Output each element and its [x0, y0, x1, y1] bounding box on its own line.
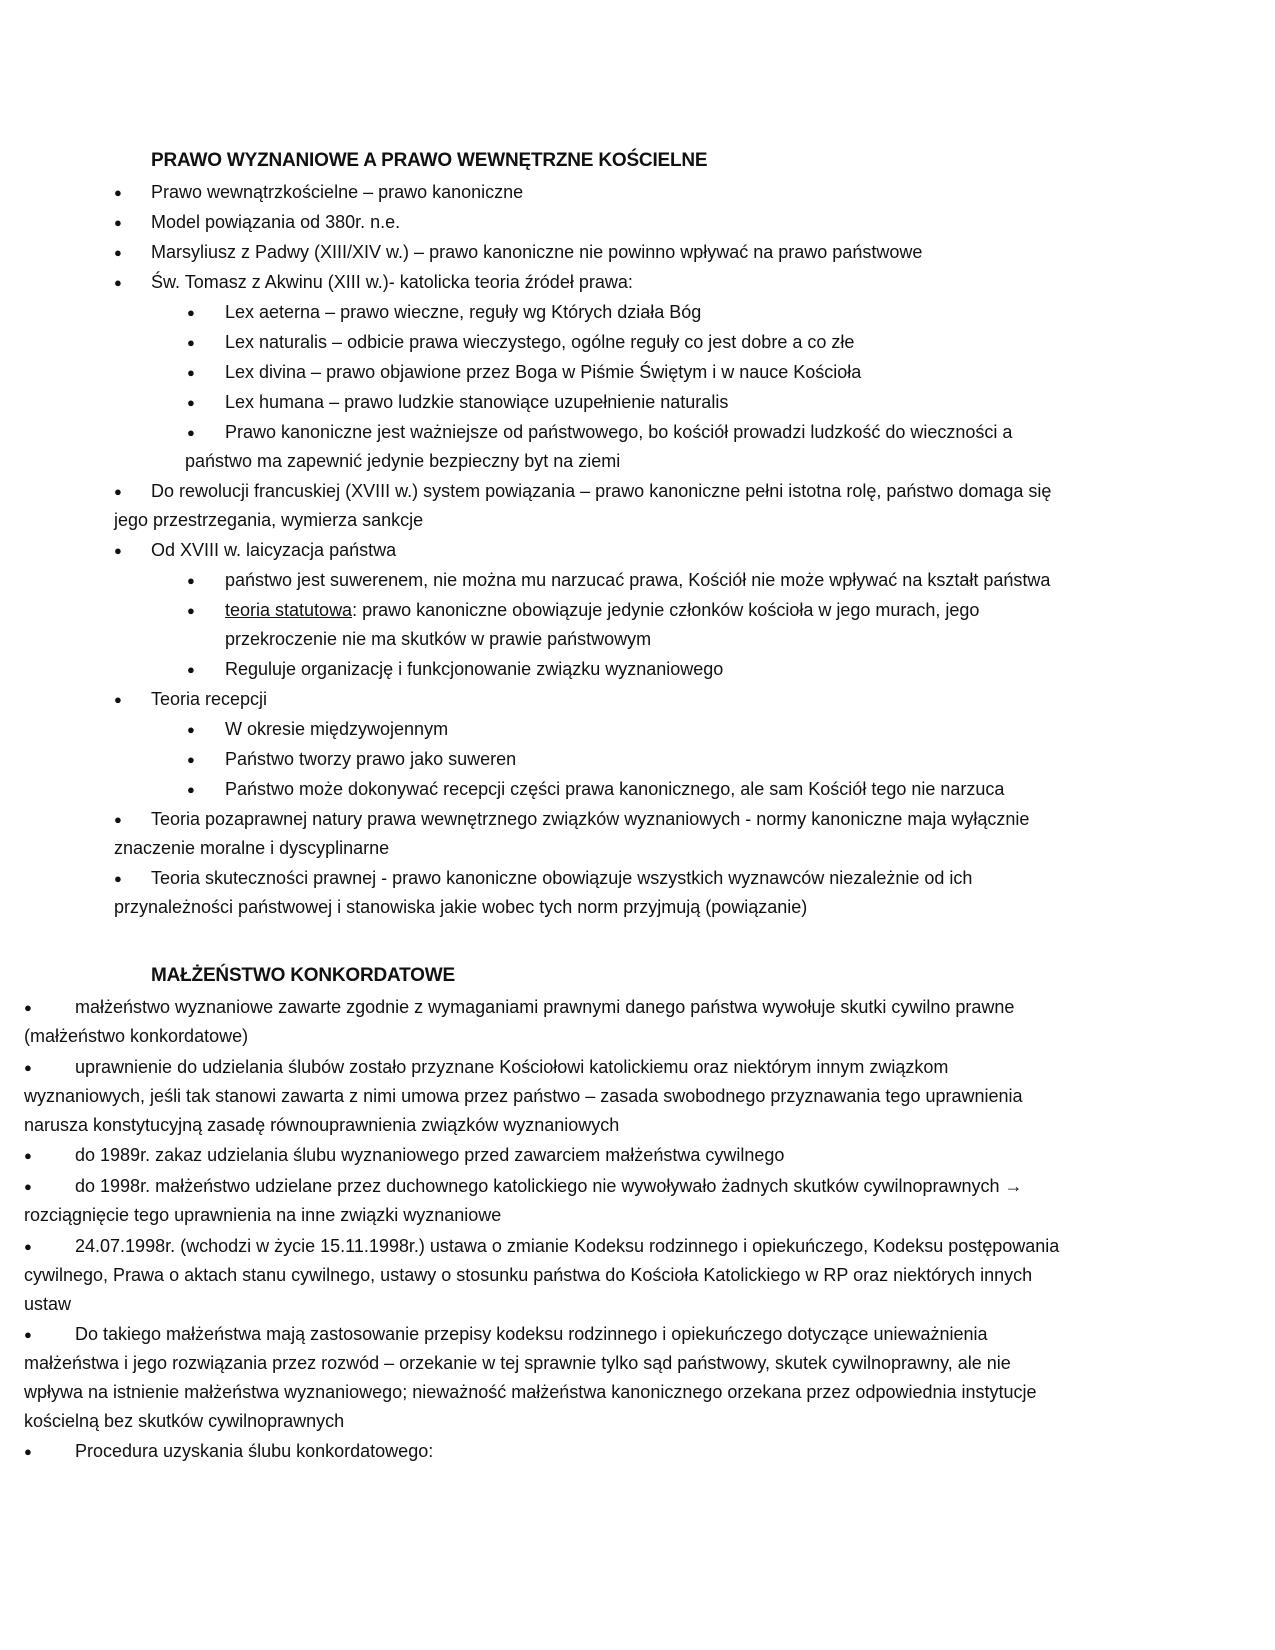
bullet-icon: ● — [114, 692, 122, 707]
underlined-term: teoria statutowa — [225, 600, 353, 620]
list-item-continuation: przynależności państwowej i stanowiska jakie wobec tych norm przyjmują (powiązanie) — [114, 897, 808, 917]
bullet-icon: ● — [187, 335, 195, 350]
bullet-icon: ● — [114, 185, 122, 200]
list-item: małżeństwo wyznaniowe zawarte zgodnie z wymaganiami prawnymi danego państwa wywołuje skutki cywilno prawne — [75, 997, 1015, 1017]
bullet-icon: ● — [187, 425, 195, 440]
list-item: Teoria recepcji — [151, 689, 268, 709]
list-item: Teoria pozaprawnej natury prawa wewnętrznego związków wyznaniowych - normy kanoniczne maja wyłącznie — [151, 809, 1030, 829]
sub-list-item: W okresie międzywojennym — [225, 719, 449, 739]
list-item: Do takiego małżeństwa mają zastosowanie przepisy kodeksu rodzinnego i opiekuńczego dotyczące unieważnienia — [75, 1324, 988, 1344]
list-item-continuation: znaczenie moralne i dyscyplinarne — [114, 838, 390, 858]
list-item-continuation: ustaw — [24, 1294, 72, 1314]
bullet-icon: ● — [187, 722, 195, 737]
bullet-icon: ● — [187, 603, 195, 618]
bullet-icon: ● — [114, 812, 122, 827]
list-item: Od XVIII w. laicyzacja państwa — [151, 540, 397, 560]
sub-list-item: Lex divina – prawo objawione przez Boga w Piśmie Świętym i w nauce Kościoła — [225, 362, 862, 382]
bullet-icon: ● — [114, 543, 122, 558]
sub-list-item-text: : prawo kanoniczne obowiązuje jedynie członków kościoła w jego murach, jego — [352, 600, 980, 620]
list-item: uprawnienie do udzielania ślubów zostało przyznane Kościołowi katolickiemu oraz niektórym innym związkom — [75, 1057, 949, 1077]
list-item: Procedura uzyskania ślubu konkordatowego: — [75, 1441, 434, 1461]
sub-list-item: Prawo kanoniczne jest ważniejsze od państwowego, bo kościół prowadzi ludzkość do wieczności a — [225, 422, 1013, 442]
list-item-continuation: wyznaniowych, jeśli tak stanowi zawarta z nimi umowa przez państwo – zasada swobodnego przyznawania tego uprawnienia — [24, 1086, 1023, 1106]
bullet-icon: ● — [24, 1060, 32, 1075]
list-item-continuation: jego przestrzegania, wymierza sankcje — [114, 510, 424, 530]
sub-list-item: Państwo może dokonywać recepcji części prawa kanonicznego, ale sam Kościół tego nie narzuca — [225, 779, 1005, 799]
list-item-continuation: wpływa na istnienie małżeństwa wyznaniowego; nieważność małżeństwa kanonicznego orzekana przez odpowiednia instytucje — [24, 1382, 1037, 1402]
bullet-icon: ● — [187, 662, 195, 677]
list-item-continuation: cywilnego, Prawa o aktach stanu cywilnego, ustawy o stosunku państwa do Kościoła Katolickiego w RP oraz niektórych innych — [24, 1265, 1033, 1285]
list-item: Teoria skuteczności prawnej - prawo kanoniczne obowiązuje wszystkich wyznawców niezależnie od ich — [151, 868, 973, 888]
bullet-icon: ● — [24, 1000, 32, 1015]
bullet-icon: ● — [187, 305, 195, 320]
list-item-continuation: narusza konstytucyjną zasadę równouprawnienia związków wyznaniowych — [24, 1115, 620, 1135]
list-item-continuation: (małżeństwo konkordatowe) — [24, 1026, 249, 1046]
bullet-icon: ● — [24, 1179, 32, 1194]
section-heading-prawo-wyznaniowe: PRAWO WYZNANIOWE A PRAWO WEWNĘTRZNE KOŚCIELNE — [151, 150, 708, 171]
sub-list-item: państwo jest suwerenem, nie można mu narzucać prawa, Kościół nie może wpływać na kształt państwa — [225, 570, 1051, 590]
list-item: Model powiązania od 380r. n.e. — [151, 212, 401, 232]
list-item-continuation: małżeństwa i jego rozwiązania przez rozwód – orzekanie w tej sprawnie tylko sąd państwowy, skutek cywilnoprawny, ale nie — [24, 1353, 1011, 1373]
list-item: Marsyliusz z Padwy (XIII/XIV w.) – prawo kanoniczne nie powinno wpływać na prawo państwowe — [151, 242, 923, 262]
bullet-icon: ● — [114, 215, 122, 230]
list-item: Prawo wewnątrzkościelne – prawo kanoniczne — [151, 182, 524, 202]
list-item-continuation: kościelną bez skutków cywilnoprawnych — [24, 1411, 345, 1431]
list-item: do 1989r. zakaz udzielania ślubu wyznaniowego przed zawarciem małżeństwa cywilnego — [75, 1145, 785, 1165]
bullet-icon: ● — [114, 484, 122, 499]
sub-list-item-continuation: przekroczenie nie ma skutków w prawie państwowym — [225, 629, 652, 649]
sub-list-item-continuation: państwo ma zapewnić jedynie bezpieczny byt na ziemi — [185, 451, 621, 471]
bullet-icon: ● — [24, 1327, 32, 1342]
bullet-icon: ● — [24, 1148, 32, 1163]
bullet-icon: ● — [187, 752, 195, 767]
bullet-icon: ● — [114, 275, 122, 290]
bullet-icon: ● — [187, 782, 195, 797]
bullet-icon: ● — [187, 395, 195, 410]
sub-list-item: Państwo tworzy prawo jako suweren — [225, 749, 517, 769]
sub-list-item: Reguluje organizację i funkcjonowanie związku wyznaniowego — [225, 659, 724, 679]
bullet-icon: ● — [187, 573, 195, 588]
bullet-icon: ● — [114, 245, 122, 260]
list-item: Do rewolucji francuskiej (XVIII w.) system powiązania – prawo kanoniczne pełni istotna rolę, państwo domaga się — [151, 481, 1052, 501]
bullet-icon: ● — [24, 1239, 32, 1254]
section-heading-malzenstwo-konkordatowe: MAŁŻEŃSTWO KONKORDATOWE — [151, 965, 455, 986]
bullet-icon: ● — [24, 1444, 32, 1459]
bullet-icon: ● — [114, 871, 122, 886]
bullet-icon: ● — [187, 365, 195, 380]
sub-list-item: Lex humana – prawo ludzkie stanowiące uzupełnienie naturalis — [225, 392, 729, 412]
list-item: do 1998r. małżeństwo udzielane przez duchownego katolickiego nie wywoływało żadnych skutków cywilnoprawnych → — [75, 1176, 1023, 1196]
sub-list-item: Lex naturalis – odbicie prawa wieczystego, ogólne reguły co jest dobre a co złe — [225, 332, 855, 352]
list-item: Św. Tomasz z Akwinu (XIII w.)- katolicka teoria źródeł prawa: — [151, 272, 633, 292]
sub-list-item: Lex aeterna – prawo wieczne, reguły wg Których działa Bóg — [225, 302, 702, 322]
list-item: 24.07.1998r. (wchodzi w życie 15.11.1998r.) ustawa o zmianie Kodeksu rodzinnego i opiekuńczego, Kodeksu postępowania — [75, 1236, 1060, 1256]
sub-list-item — [225, 596, 979, 625]
list-item-continuation: rozciągnięcie tego uprawnienia na inne związki wyznaniowe — [24, 1205, 502, 1225]
